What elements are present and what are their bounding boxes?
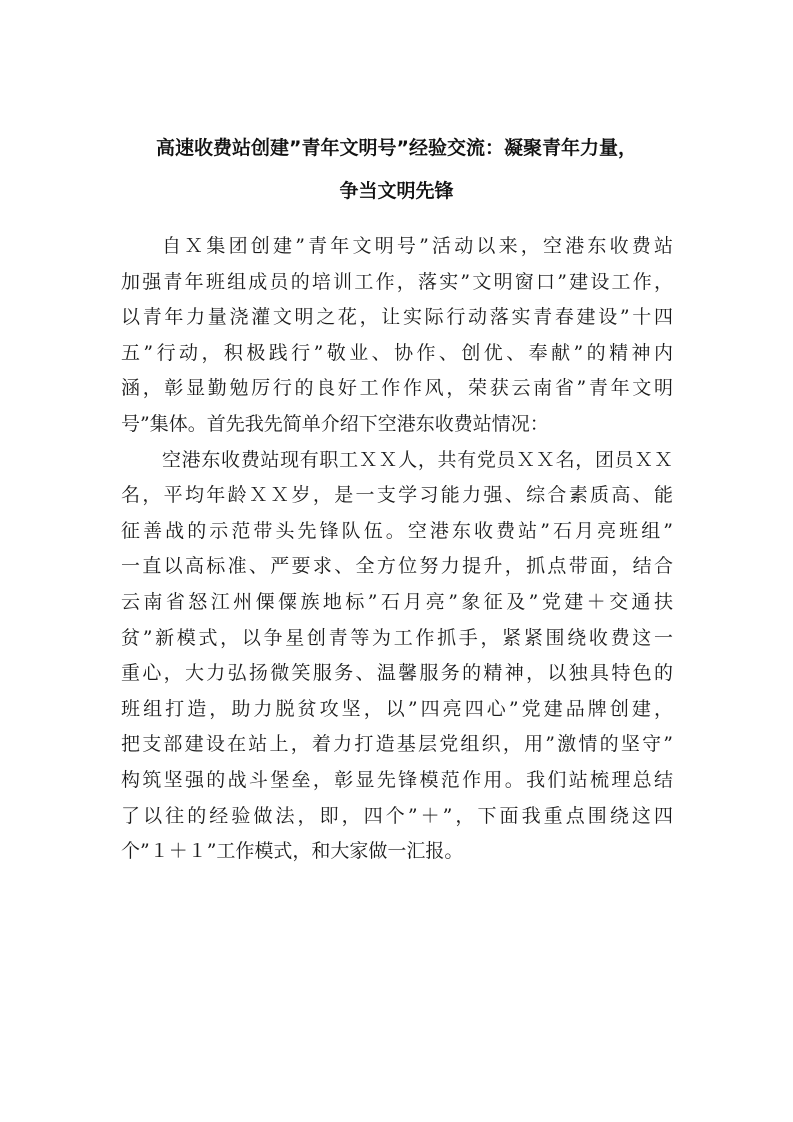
paragraph-line: 涵，彰显勤勉厉行的良好工作作风，荣获云南省”青年文明 bbox=[121, 377, 673, 400]
paragraph-line: 空港东收费站现有职工ＸＸ人，共有党员ＸＸ名，团员ＸＸ bbox=[162, 448, 673, 471]
paragraph-line: 班组打造，助力脱贫攻坚，以”四亮四心”党建品牌创建， bbox=[121, 697, 673, 720]
paragraph-line: 加强青年班组成员的培训工作，落实”文明窗口”建设工作， bbox=[121, 270, 673, 293]
paragraph-line: 一直以高标准、严要求、全方位努力提升，抓点带面，结合 bbox=[121, 555, 673, 578]
paragraph-1 bbox=[121, 229, 673, 443]
paragraph-line: 重心，大力弘扬微笑服务、温馨服务的精神，以独具特色的 bbox=[121, 662, 673, 685]
document-title-line-1: 高速收费站创建”青年文明号”经验交流：凝聚青年力量， bbox=[156, 137, 637, 159]
paragraph-line: 自Ｘ集团创建”青年文明号”活动以来，空港东收费站 bbox=[162, 235, 673, 257]
paragraph-line: 云南省怒江州傈僳族地标”石月亮”象征及”党建＋交通扶 bbox=[121, 590, 673, 613]
paragraph-line: 以青年力量浇灌文明之花，让实际行动落实青春建设”十四 bbox=[121, 306, 673, 329]
paragraph-line: 名，平均年龄ＸＸ岁，是一支学习能力强、综合素质高、能 bbox=[121, 484, 673, 507]
paragraph-line: 了以往的经验做法，即，四个”＋”，下面我重点围绕这四 bbox=[121, 804, 673, 827]
document-title-line-2: 争当文明先锋 bbox=[339, 180, 454, 202]
document-body bbox=[121, 229, 673, 870]
paragraph-line: 征善战的示范带头先锋队伍。空港东收费站”石月亮班组” bbox=[121, 519, 673, 542]
paragraph-line: 五”行动，积极践行”敬业、协作、创优、奉献”的精神内 bbox=[121, 341, 673, 364]
paragraph-line: 把支部建设在站上，着力打造基层党组织，用”激情的坚守” bbox=[121, 733, 673, 756]
paragraph-line: 个”１＋１”工作模式，和大家做一汇报。 bbox=[121, 840, 464, 863]
paragraph-line: 构筑坚强的战斗堡垒，彰显先锋模范作用。我们站梳理总结 bbox=[121, 768, 673, 791]
paragraph-line: 贫”新模式，以争星创青等为工作抓手，紧紧围绕收费这一 bbox=[121, 626, 673, 649]
paragraph-2 bbox=[121, 443, 673, 870]
paragraph-line: 号”集体。首先我先简单介绍下空港东收费站情况： bbox=[121, 412, 549, 435]
